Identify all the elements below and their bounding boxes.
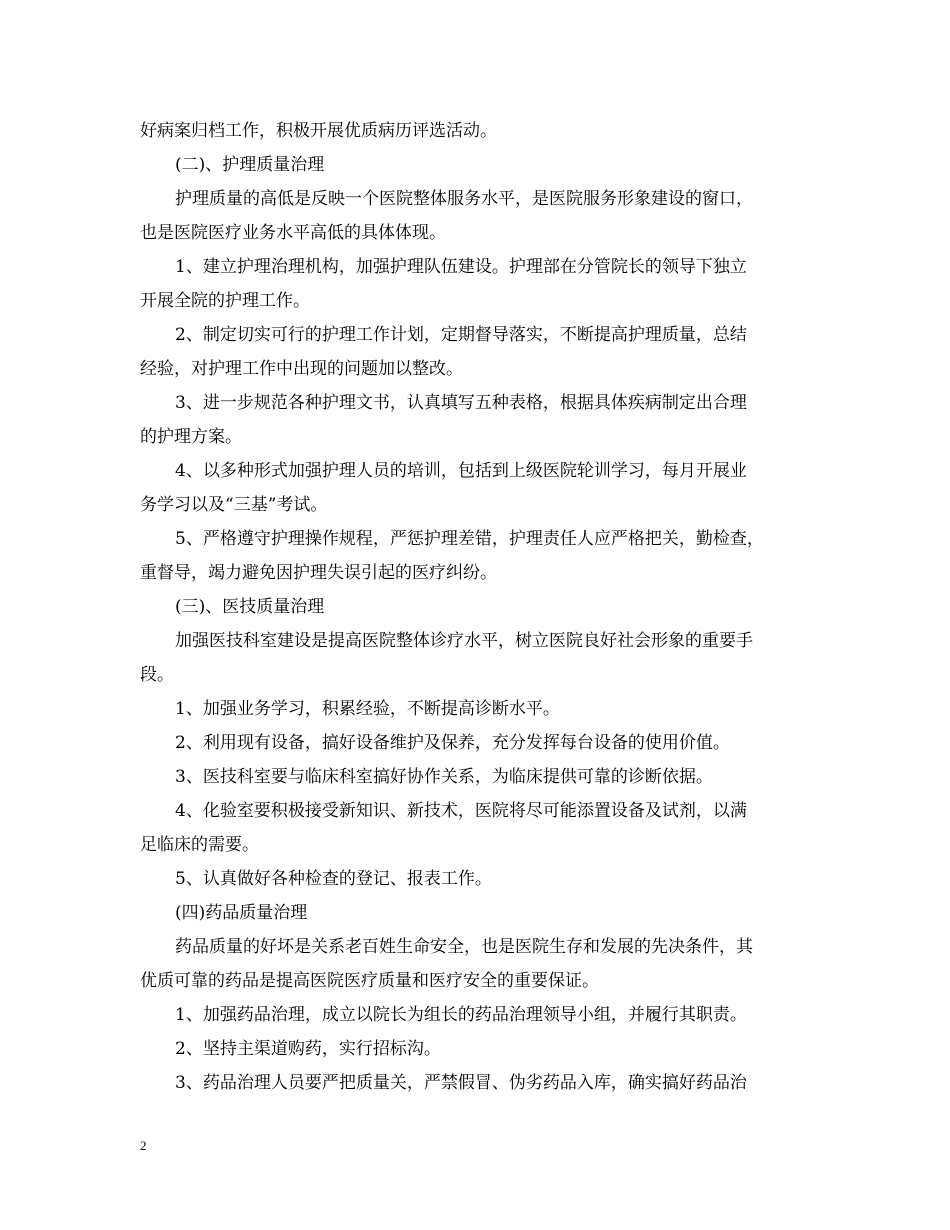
- text-line: 加强医技科室建设是提高医院整体诊疗水平，树立医院良好社会形象的重要手: [175, 631, 753, 651]
- text-line: (四)药品质量治理: [175, 903, 308, 923]
- text-line: 4、化验室要积极接受新知识、新技术，医院将尽可能添置设备及试剂，以满: [175, 801, 747, 821]
- text-line: 5、认真做好各种检查的登记、报表工作。: [175, 869, 492, 889]
- text-line: (三)、医技质量治理: [175, 597, 325, 617]
- text-line: 重督导，竭力避免因护理失误引起的医疗纠纷。: [140, 563, 497, 583]
- text-line: 1、建立护理治理机构，加强护理队伍建设。护理部在分管院长的领导下独立: [175, 257, 747, 277]
- text-line: 优质可靠的药品是提高医院医疗质量和医疗安全的重要保证。: [140, 971, 599, 991]
- text-line: (二)、护理质量治理: [175, 155, 325, 175]
- text-line: 5、严格遵守护理操作规程，严惩护理差错，护理责任人应严格把关，勤检查，: [175, 529, 764, 549]
- text-line: 经验，对护理工作中出现的问题加以整改。: [140, 359, 463, 379]
- text-line: 段。: [140, 665, 174, 685]
- text-line: 好病案归档工作，积极开展优质病历评选活动。: [140, 121, 497, 141]
- text-line: 2、利用现有设备，搞好设备维护及保养，充分发挥每台设备的使用价值。: [175, 733, 730, 753]
- text-line: 3、药品治理人员要严把质量关，严禁假冒、伪劣药品入库，确实搞好药品治: [175, 1073, 747, 1093]
- text-line: 开展全院的护理工作。: [140, 291, 310, 311]
- text-line: 的护理方案。: [140, 427, 242, 447]
- page-number: 2: [140, 1138, 147, 1153]
- text-line: 务学习以及“三基”考试。: [140, 495, 328, 515]
- text-line: 1、加强业务学习，积累经验，不断提高诊断水平。: [175, 699, 560, 719]
- text-line: 2、制定切实可行的护理工作计划，定期督导落实，不断提高护理质量，总结: [175, 325, 747, 345]
- text-line: 护理质量的高低是反映一个医院整体服务水平，是医院服务形象建设的窗口，: [175, 189, 753, 209]
- text-line: 也是医院医疗业务水平高低的具体体现。: [140, 223, 446, 243]
- text-line: 药品质量的好坏是关系老百姓生命安全，也是医院生存和发展的先决条件，其: [175, 937, 753, 957]
- text-line: 2、坚持主渠道购药，实行招标沟。: [175, 1039, 441, 1059]
- text-line: 足临床的需要。: [140, 835, 259, 855]
- text-line: 3、进一步规范各种护理文书，认真填写五种表格，根据具体疾病制定出合理: [175, 393, 747, 413]
- text-line: 1、加强药品治理，成立以院长为组长的药品治理领导小组，并履行其职责。: [175, 1005, 747, 1025]
- document-body: [140, 114, 830, 1100]
- text-line: 3、医技科室要与临床科室搞好协作关系，为临床提供可靠的诊断依据。: [175, 767, 713, 787]
- text-line: 4、以多种形式加强护理人员的培训，包括到上级医院轮训学习，每月开展业: [175, 461, 747, 481]
